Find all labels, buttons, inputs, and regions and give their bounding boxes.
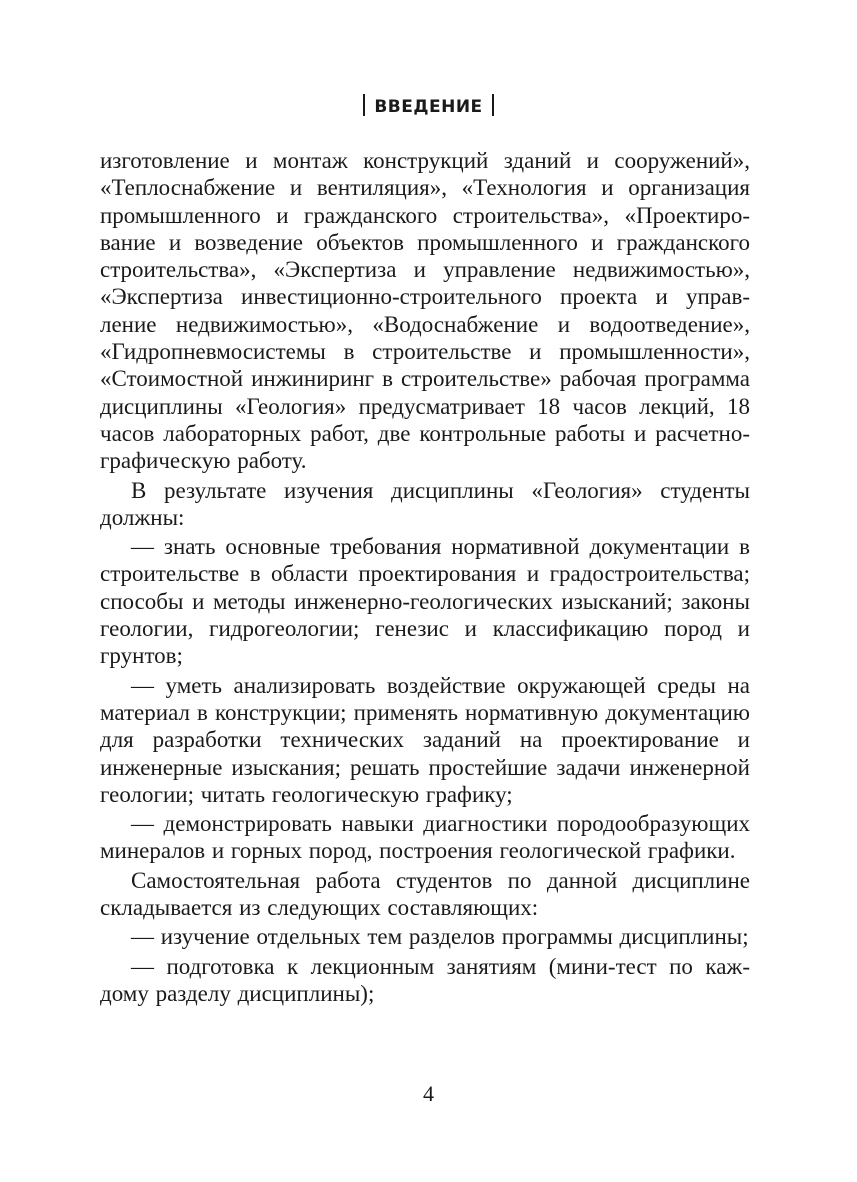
- list-item-study-topics: — изучение отдельных тем разделов программы дисциплины;: [131, 924, 749, 950]
- running-head: [0, 94, 857, 117]
- list-item-know: — знать основные требования нормативной документации в строительстве в области проектирования и градостроительства; способы и методы инженерно-геологических изысканий; законы геологии, гидрогеологии; генезис и классификацию пород и грунтов;: [100, 534, 750, 669]
- header-right-rule: [492, 94, 494, 116]
- paragraph-results-intro: В результате изучения дисциплины «Геология» студенты должны:: [100, 477, 750, 530]
- body-text: [100, 147, 750, 1007]
- page-number: 4: [423, 1081, 434, 1106]
- paragraph-continuation: изготовление и монтаж конструкций зданий и сооружений», «Теплоснабжение и вентиляция», «Технология и организация промышленного и гражданского строительства», «Проектирование и возведение объектов промышленного и гражданского строительства», «Экспертиза и управление недвижимостью», «Экспертиза инвестиционно-строительного проекта и управление недвижимостью», «Водоснабжение и водоотведение», «Гидропневмосистемы в строительстве и промышленности», «Стоимостной инжиниринг в строительстве» рабочая программа дисциплины «Геология» предусматривает 18 часов лекций, 18 часов лабораторных работ, две контрольные работы и расчетно-графическую работу.: [100, 148, 750, 474]
- paragraph-independent-work: Самостоятельная работа студентов по данной дисциплине складывается из следующих составляющих:: [100, 867, 750, 921]
- list-item-demonstrate: — демонстрировать навыки диагностики породообразующих минералов и горных пород, построения геологической графики.: [100, 811, 750, 864]
- list-item-lecture-prep: — подготовка к лекционным занятиям (мини-тест по каждому разделу дисциплины);: [100, 953, 750, 1006]
- section-title: ВВЕДЕНИЕ: [374, 97, 483, 117]
- list-item-be-able: — уметь анализировать воздействие окружающей среды на материал в конструкции; применять нормативную документацию для разработки технических заданий на проектирование и инженерные изыскания; решать простейшие задачи инженерной геологии; читать геологическую графику;: [100, 672, 750, 807]
- header-left-rule: [363, 94, 365, 116]
